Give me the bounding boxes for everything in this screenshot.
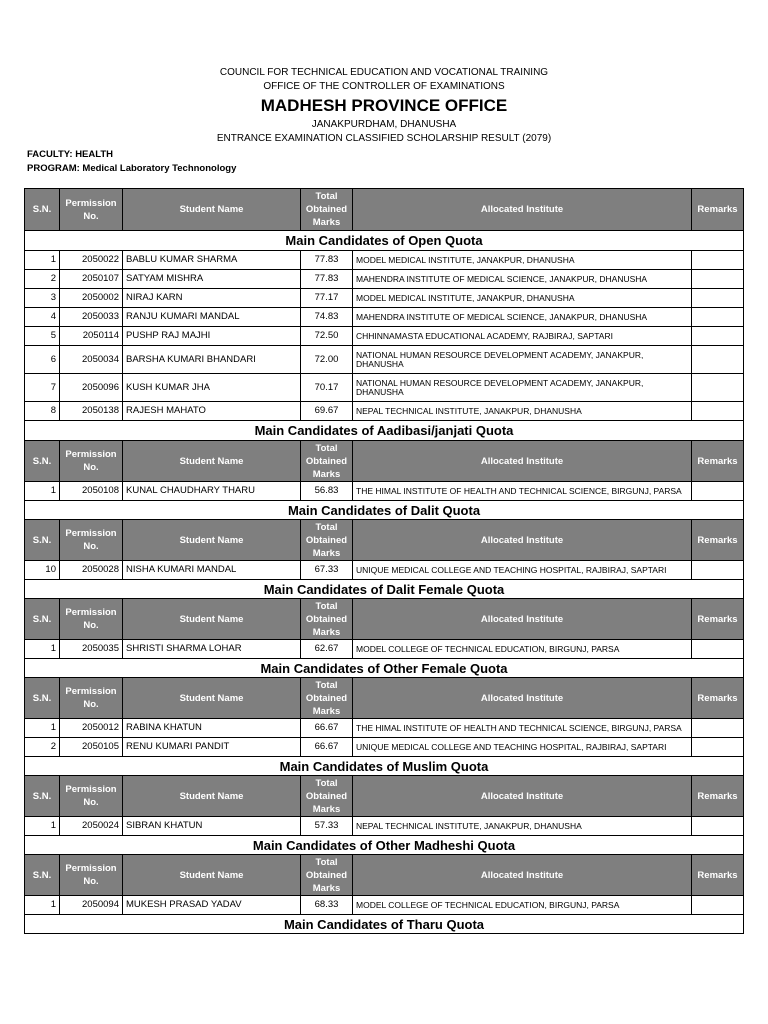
table-row [25,251,744,270]
institute-cell: MODEL COLLEGE OF TECHNICAL EDUCATION, BIRGUNJ, PARSA [353,640,692,659]
quota-title-row [25,501,744,520]
remarks-header: Remarks [692,599,744,640]
marks-cell: 69.67 [301,402,353,421]
table-row [25,289,744,308]
permission-cell: 2050033 [60,308,123,327]
quota-title: Main Candidates of Aadibasi/janjati Quota [25,421,744,441]
office-title: MADHESH PROVINCE OFFICE [260,96,508,115]
sn-header: S.N. [25,776,60,817]
student-name-header: Student Name [123,599,301,640]
institute-cell: UNIQUE MEDICAL COLLEGE AND TEACHING HOSPITAL, RAJBIRAJ, SAPTARI [353,738,692,757]
student-name-cell: MUKESH PRASAD YADAV [123,896,301,915]
student-name-cell: RABINA KHATUN [123,719,301,738]
remarks-cell [692,817,744,836]
student-name-cell: NISHA KUMARI MANDAL [123,561,301,580]
scholarship-results-table [24,188,744,934]
permission-cell: 2050002 [60,289,123,308]
marks-header: Total Obtained Marks [301,441,353,482]
student-name-header: Student Name [123,855,301,896]
sn-header: S.N. [25,855,60,896]
table-row [25,327,744,346]
quota-title: Main Candidates of Other Female Quota [25,659,744,678]
remarks-header: Remarks [692,678,744,719]
remarks-header: Remarks [692,520,744,561]
office-location: JANAKPURDHAM, DHANUSHA [311,119,457,130]
column-header-row [25,678,744,719]
table-row [25,561,744,580]
quota-title: Main Candidates of Other Madheshi Quota [25,836,744,855]
student-name-cell: KUNAL CHAUDHARY THARU [123,482,301,501]
sn-cell: 2 [25,738,60,757]
permission-cell: 2050024 [60,817,123,836]
remarks-header: Remarks [692,776,744,817]
column-header-row [25,599,744,640]
student-name-cell: RENU KUMARI PANDIT [123,738,301,757]
quota-title-row [25,915,744,934]
sn-cell: 10 [25,561,60,580]
quota-title-row [25,580,744,599]
remarks-cell [692,308,744,327]
student-name-cell: SIBRAN KHATUN [123,817,301,836]
quota-title: Main Candidates of Dalit Female Quota [25,580,744,599]
sn-cell: 3 [25,289,60,308]
table-row [25,719,744,738]
institute-cell: UNIQUE MEDICAL COLLEGE AND TEACHING HOSPITAL, RAJBIRAJ, SAPTARI [353,561,692,580]
student-name-cell: NIRAJ KARN [123,289,301,308]
institute-cell: THE HIMAL INSTITUTE OF HEALTH AND TECHNICAL SCIENCE, BIRGUNJ, PARSA [353,719,692,738]
faculty-label: FACULTY: HEALTH [27,149,114,160]
marks-cell: 62.67 [301,640,353,659]
student-name-header: Student Name [123,520,301,561]
permission-cell: 2050138 [60,402,123,421]
student-name-cell: BARSHA KUMARI BHANDARI [123,346,301,374]
marks-cell: 77.17 [301,289,353,308]
permission-header: Permission No. [60,678,123,719]
quota-title-row [25,421,744,441]
sn-cell: 1 [25,719,60,738]
institute-cell: MAHENDRA INSTITUTE OF MEDICAL SCIENCE, JANAKPUR, DHANUSHA [353,308,692,327]
sn-header: S.N. [25,441,60,482]
column-header-row [25,441,744,482]
table-row [25,482,744,501]
institute-header: Allocated Institute [353,520,692,561]
permission-cell: 2050108 [60,482,123,501]
permission-cell: 2050034 [60,346,123,374]
institute-cell: CHHINNAMASTA EDUCATIONAL ACADEMY, RAJBIRAJ, SAPTARI [353,327,692,346]
institute-cell: THE HIMAL INSTITUTE OF HEALTH AND TECHNICAL SCIENCE, BIRGUNJ, PARSA [353,482,692,501]
sn-header: S.N. [25,678,60,719]
quota-title-row [25,836,744,855]
table-row [25,402,744,421]
column-header-row [25,189,744,231]
permission-cell: 2050094 [60,896,123,915]
permission-cell: 2050035 [60,640,123,659]
column-header-row [25,520,744,561]
quota-title: Main Candidates of Muslim Quota [25,757,744,776]
institute-header: Allocated Institute [353,678,692,719]
student-name-cell: SHRISTI SHARMA LOHAR [123,640,301,659]
sn-cell: 6 [25,346,60,374]
remarks-cell [692,374,744,402]
student-name-cell: PUSHP RAJ MAJHI [123,327,301,346]
permission-header: Permission No. [60,189,123,231]
remarks-header: Remarks [692,441,744,482]
quota-title: Main Candidates of Dalit Quota [25,501,744,520]
permission-header: Permission No. [60,776,123,817]
marks-header: Total Obtained Marks [301,520,353,561]
sn-cell: 1 [25,482,60,501]
institute-header: Allocated Institute [353,599,692,640]
sn-header: S.N. [25,599,60,640]
sn-cell: 2 [25,270,60,289]
marks-header: Total Obtained Marks [301,776,353,817]
marks-cell: 74.83 [301,308,353,327]
remarks-cell [692,289,744,308]
student-name-header: Student Name [123,678,301,719]
quota-title: Main Candidates of Tharu Quota [25,915,744,934]
column-header-row [25,855,744,896]
permission-cell: 2050105 [60,738,123,757]
institute-cell: NEPAL TECHNICAL INSTITUTE, JANAKPUR, DHANUSHA [353,402,692,421]
marks-header: Total Obtained Marks [301,855,353,896]
institute-cell: NATIONAL HUMAN RESOURCE DEVELOPMENT ACADEMY, JANAKPUR, DHANUSHA [353,374,692,402]
sn-header: S.N. [25,520,60,561]
remarks-cell [692,346,744,374]
remarks-cell [692,402,744,421]
student-name-cell: RANJU KUMARI MANDAL [123,308,301,327]
marks-header: Total Obtained Marks [301,599,353,640]
table-row [25,738,744,757]
table-row [25,308,744,327]
student-name-cell: RAJESH MAHATO [123,402,301,421]
sn-cell: 7 [25,374,60,402]
institute-header: Allocated Institute [353,776,692,817]
remarks-cell [692,719,744,738]
marks-cell: 66.67 [301,719,353,738]
remarks-cell [692,561,744,580]
marks-header: Total Obtained Marks [301,189,353,231]
permission-cell: 2050114 [60,327,123,346]
institute-header: Allocated Institute [353,441,692,482]
table-row [25,270,744,289]
marks-cell: 66.67 [301,738,353,757]
institute-cell: MAHENDRA INSTITUTE OF MEDICAL SCIENCE, JANAKPUR, DHANUSHA [353,270,692,289]
remarks-cell [692,640,744,659]
permission-cell: 2050107 [60,270,123,289]
student-name-header: Student Name [123,441,301,482]
table-row [25,817,744,836]
marks-cell: 72.00 [301,346,353,374]
remarks-cell [692,251,744,270]
marks-cell: 77.83 [301,270,353,289]
program-label: PROGRAM: Medical Laboratory Technonology [27,163,237,174]
institute-cell: NATIONAL HUMAN RESOURCE DEVELOPMENT ACADEMY, JANAKPUR, DHANUSHA [353,346,692,374]
institute-header: Allocated Institute [353,189,692,231]
marks-cell: 57.33 [301,817,353,836]
council-name: COUNCIL FOR TECHNICAL EDUCATION AND VOCATIONAL TRAINING [219,67,549,78]
institute-cell: MODEL MEDICAL INSTITUTE, JANAKPUR, DHANUSHA [353,251,692,270]
table-row [25,640,744,659]
quota-title-row [25,231,744,251]
sn-cell: 1 [25,251,60,270]
marks-cell: 70.17 [301,374,353,402]
permission-header: Permission No. [60,599,123,640]
remarks-cell [692,738,744,757]
institute-cell: MODEL COLLEGE OF TECHNICAL EDUCATION, BIRGUNJ, PARSA [353,896,692,915]
marks-cell: 72.50 [301,327,353,346]
permission-cell: 2050096 [60,374,123,402]
column-header-row [25,776,744,817]
result-title: ENTRANCE EXAMINATION CLASSIFIED SCHOLARSHIP RESULT (2079) [216,133,552,144]
quota-title: Main Candidates of Open Quota [25,231,744,251]
table-row [25,374,744,402]
marks-cell: 67.33 [301,561,353,580]
student-name-cell: BABLU KUMAR SHARMA [123,251,301,270]
sn-cell: 4 [25,308,60,327]
sn-header: S.N. [25,189,60,231]
sn-cell: 5 [25,327,60,346]
remarks-header: Remarks [692,189,744,231]
marks-cell: 77.83 [301,251,353,270]
sn-cell: 1 [25,896,60,915]
remarks-cell [692,482,744,501]
permission-header: Permission No. [60,441,123,482]
permission-cell: 2050028 [60,561,123,580]
table-row [25,346,744,374]
marks-header: Total Obtained Marks [301,678,353,719]
marks-cell: 56.83 [301,482,353,501]
student-name-header: Student Name [123,776,301,817]
controller-office: OFFICE OF THE CONTROLLER OF EXAMINATIONS [263,81,505,92]
permission-cell: 2050022 [60,251,123,270]
quota-title-row [25,757,744,776]
sn-cell: 8 [25,402,60,421]
table-row [25,896,744,915]
institute-cell: NEPAL TECHNICAL INSTITUTE, JANAKPUR, DHANUSHA [353,817,692,836]
sn-cell: 1 [25,640,60,659]
remarks-cell [692,896,744,915]
results-body [25,189,744,934]
sn-cell: 1 [25,817,60,836]
permission-header: Permission No. [60,520,123,561]
permission-cell: 2050012 [60,719,123,738]
remarks-cell [692,270,744,289]
student-name-header: Student Name [123,189,301,231]
marks-cell: 68.33 [301,896,353,915]
institute-cell: MODEL MEDICAL INSTITUTE, JANAKPUR, DHANUSHA [353,289,692,308]
permission-header: Permission No. [60,855,123,896]
student-name-cell: SATYAM MISHRA [123,270,301,289]
quota-title-row [25,659,744,678]
remarks-cell [692,327,744,346]
remarks-header: Remarks [692,855,744,896]
student-name-cell: KUSH KUMAR JHA [123,374,301,402]
institute-header: Allocated Institute [353,855,692,896]
